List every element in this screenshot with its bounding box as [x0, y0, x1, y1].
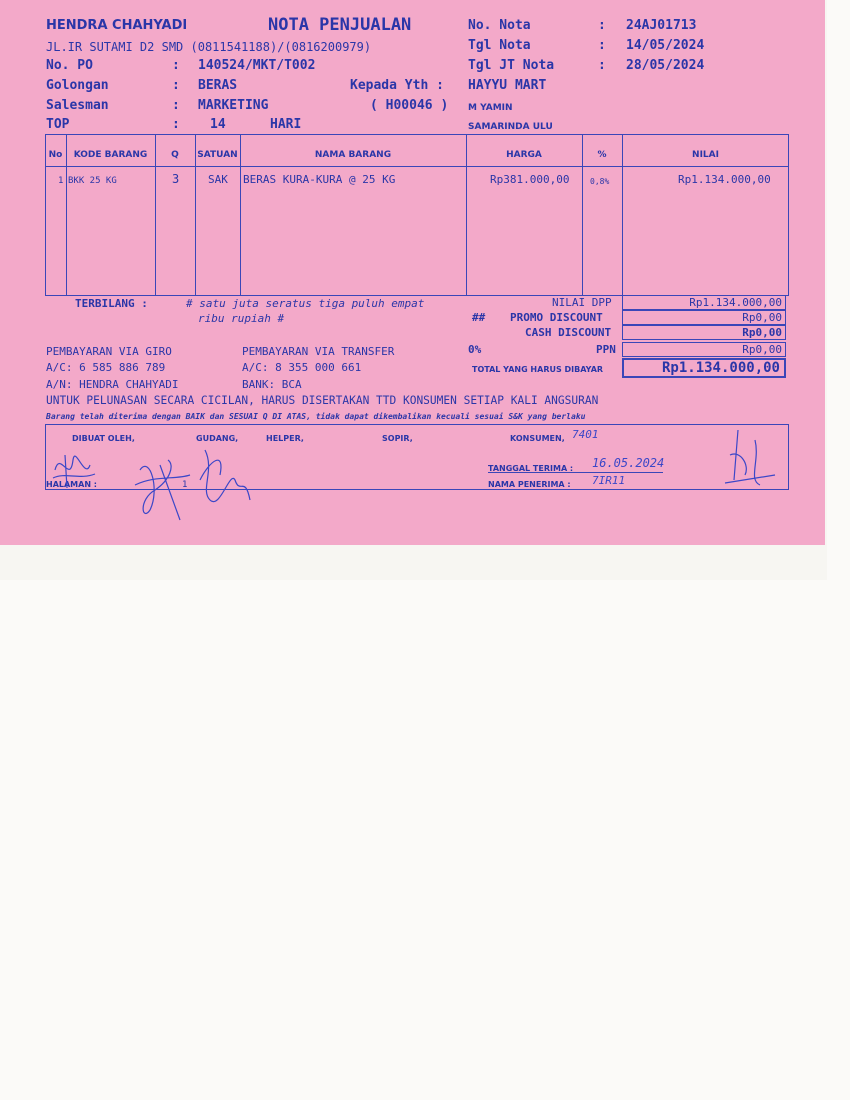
sopir-label: SOPIR, [382, 434, 413, 443]
row-persen: 0,8% [590, 177, 610, 186]
row-no: 1 [58, 176, 64, 186]
halaman-value: 1 [182, 480, 188, 490]
giro-account-name: A/N: HENDRA CHAHYADI [46, 378, 179, 391]
promo-value: Rp0,00 [742, 311, 782, 324]
customer-city: SAMARINDA ULU [468, 122, 553, 132]
cash-discount-label: CASH DISCOUNT [525, 326, 612, 339]
transfer-bank: BANK: BCA [242, 378, 302, 391]
tanggal-terima-line [488, 472, 663, 473]
col-header-harga: HARGA [506, 150, 542, 160]
seller-name: HENDRA CHAHYADI [46, 18, 188, 33]
terbilang-label: TERBILANG : [75, 297, 148, 310]
kepada-label: Kepada Yth : [350, 78, 444, 93]
dibuat-oleh-label: DIBUAT OLEH, [72, 434, 135, 443]
terbilang-line1: # satu juta seratus tiga puluh empat [186, 297, 425, 310]
ppn-value: Rp0,00 [742, 343, 782, 356]
nilai-dpp-label: NILAI DPP [552, 296, 612, 309]
table-header-divider [45, 166, 789, 167]
top-unit: HARI [270, 117, 302, 132]
halaman-label: HALAMAN : [46, 480, 98, 489]
tgl-jt-label: Tgl JT Nota [468, 58, 555, 73]
gudang-label: GUDANG, [196, 434, 239, 443]
no-nota-label: No. Nota [468, 18, 531, 33]
top-label: TOP [46, 117, 70, 132]
po-colon: : [172, 58, 180, 73]
tgl-jt-colon: : [598, 58, 606, 73]
row-nilai: Rp1.134.000,00 [678, 173, 771, 186]
total-label: TOTAL YANG HARUS DIBAYAR [472, 365, 604, 374]
giro-account: A/C: 6 585 886 789 [46, 361, 166, 374]
giro-label: PEMBAYARAN VIA GIRO [46, 345, 172, 358]
golongan-colon: : [172, 78, 180, 93]
tgl-nota-colon: : [598, 38, 606, 53]
col-header-nilai: NILAI [692, 150, 719, 160]
signature-dibuat [45, 440, 105, 490]
konsumen-label: KONSUMEN, [510, 434, 565, 443]
salesman-label: Salesman [46, 98, 109, 113]
salesman-value: MARKETING [198, 98, 269, 113]
salesman-colon: : [172, 98, 180, 113]
row-nama: BERAS KURA-KURA @ 25 KG [243, 173, 396, 186]
no-nota-value: 24AJ01713 [626, 18, 697, 33]
document-title: NOTA PENJUALAN [268, 15, 412, 35]
col-header-q: Q [171, 150, 179, 160]
nama-penerima-value: 7IR11 [592, 474, 626, 487]
row-kode: BKK 25 KG [68, 176, 117, 186]
transfer-label: PEMBAYARAN VIA TRANSFER [242, 345, 395, 358]
terms-note: Barang telah diterima dengan BAIK dan SESUAI Q DI ATAS, tidak dapat dikembalikan kecuali sesuai S&K yang berlaku [46, 412, 586, 421]
nilai-dpp-value: Rp1.134.000,00 [689, 296, 782, 309]
row-satuan: SAK [208, 173, 228, 186]
promo-prefix: ## [472, 311, 486, 324]
nama-penerima-label: NAMA PENERIMA : [488, 480, 571, 489]
tgl-nota-value: 14/05/2024 [626, 38, 705, 53]
installment-note: UNTUK PELUNASAN SECARA CICILAN, HARUS DISERTAKAN TTD KONSUMEN SETIAP KALI ANGSURAN [46, 394, 599, 407]
tgl-jt-value: 28/05/2024 [626, 58, 705, 73]
top-colon: : [172, 117, 180, 132]
row-harga: Rp381.000,00 [490, 173, 570, 186]
row-q: 3 [172, 172, 180, 186]
transfer-account: A/C: 8 355 000 661 [242, 361, 362, 374]
signature-helper [190, 440, 260, 515]
konsumen-handwriting: 7401 [572, 428, 599, 441]
golongan-label: Golongan [46, 78, 109, 93]
signature-konsumen [720, 425, 780, 490]
helper-label: HELPER, [266, 434, 304, 443]
cash-discount-value: Rp0,00 [742, 326, 782, 339]
no-nota-colon: : [598, 18, 606, 33]
terbilang-line2: ribu rupiah # [198, 312, 285, 325]
ppn-prefix: 0% [468, 343, 482, 356]
col-header-satuan: SATUAN [197, 150, 238, 160]
col-header-persen: % [597, 150, 607, 160]
col-header-kode: KODE BARANG [73, 150, 148, 160]
po-value: 140524/MKT/T002 [198, 58, 316, 73]
col-header-nama: NAMA BARANG [314, 150, 392, 160]
ppn-label: PPN [596, 343, 616, 356]
customer-code: ( H00046 ) [370, 98, 449, 113]
pink-invoice-form [0, 0, 825, 545]
tanggal-terima-label: TANGGAL TERIMA : [488, 464, 574, 473]
golongan-value: BERAS [198, 78, 238, 93]
col-header-no: No [48, 150, 63, 160]
total-value: Rp1.134.000,00 [661, 360, 780, 376]
tgl-nota-label: Tgl Nota [468, 38, 531, 53]
tanggal-terima-value: 16.05.2024 [592, 456, 665, 470]
customer-contact: M YAMIN [468, 103, 513, 113]
po-label: No. PO [46, 58, 93, 73]
customer-name: HAYYU MART [468, 78, 547, 93]
seller-address: JL.IR SUTAMI D2 SMD (0811541188)/(0816200979) [46, 40, 372, 54]
promo-label: PROMO DISCOUNT [510, 311, 603, 324]
top-value: 14 [210, 117, 226, 132]
